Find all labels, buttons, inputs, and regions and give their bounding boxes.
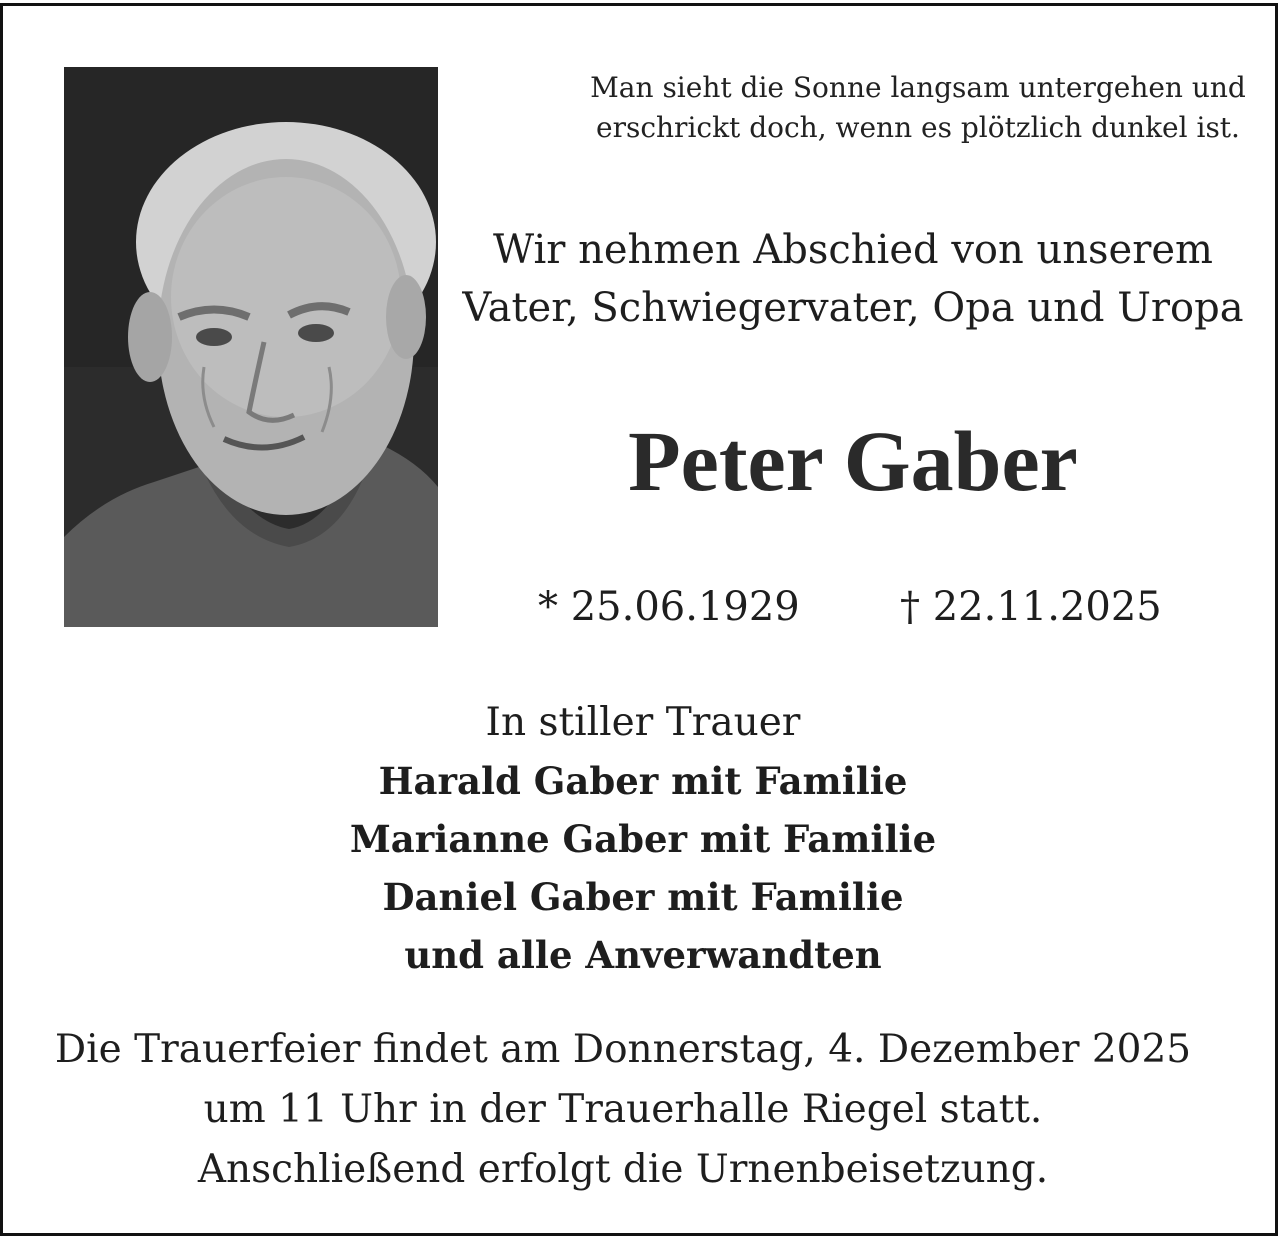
portrait-illustration [64,67,438,627]
motto-line-1: Man sieht die Sonne langsam untergehen und [590,71,1246,104]
obituary-frame [0,3,1278,1236]
ceremony-line-1: Die Trauerfeier findet am Donnerstag, 4. Dezember 2025 [54,1027,1192,1072]
motto-line-2: erschrickt doch, wenn es plötzlich dunkel ist. [596,111,1240,144]
ceremony-info [23,1020,1223,1200]
ceremony-line-2: um 11 Uhr in der Trauerhalle Riegel statt. [203,1087,1043,1132]
birth-date: * 25.06.1929 [538,584,800,630]
portrait-photo [64,67,438,627]
farewell-text [453,221,1253,337]
ceremony-line-3: Anschließend erfolgt die Urnenbeisetzung. [197,1147,1049,1192]
motto-quote [523,68,1280,148]
mourner-family: und alle Anverwandten [404,933,882,977]
mourners-intro: In stiller Trauer [485,700,801,745]
mourner-family: Marianne Gaber mit Familie [349,817,937,861]
death-date: † 22.11.2025 [900,584,1162,630]
life-dates [538,577,1178,637]
mourner-family: Daniel Gaber mit Familie [382,875,904,919]
mourners-list [243,694,1043,984]
farewell-line-1: Wir nehmen Abschied von unserem [493,227,1213,273]
deceased-name: Peter Gaber [628,413,1078,509]
mourner-family: Harald Gaber mit Familie [378,759,908,803]
farewell-line-2: Vater, Schwiegervater, Opa und Uropa [462,285,1244,331]
